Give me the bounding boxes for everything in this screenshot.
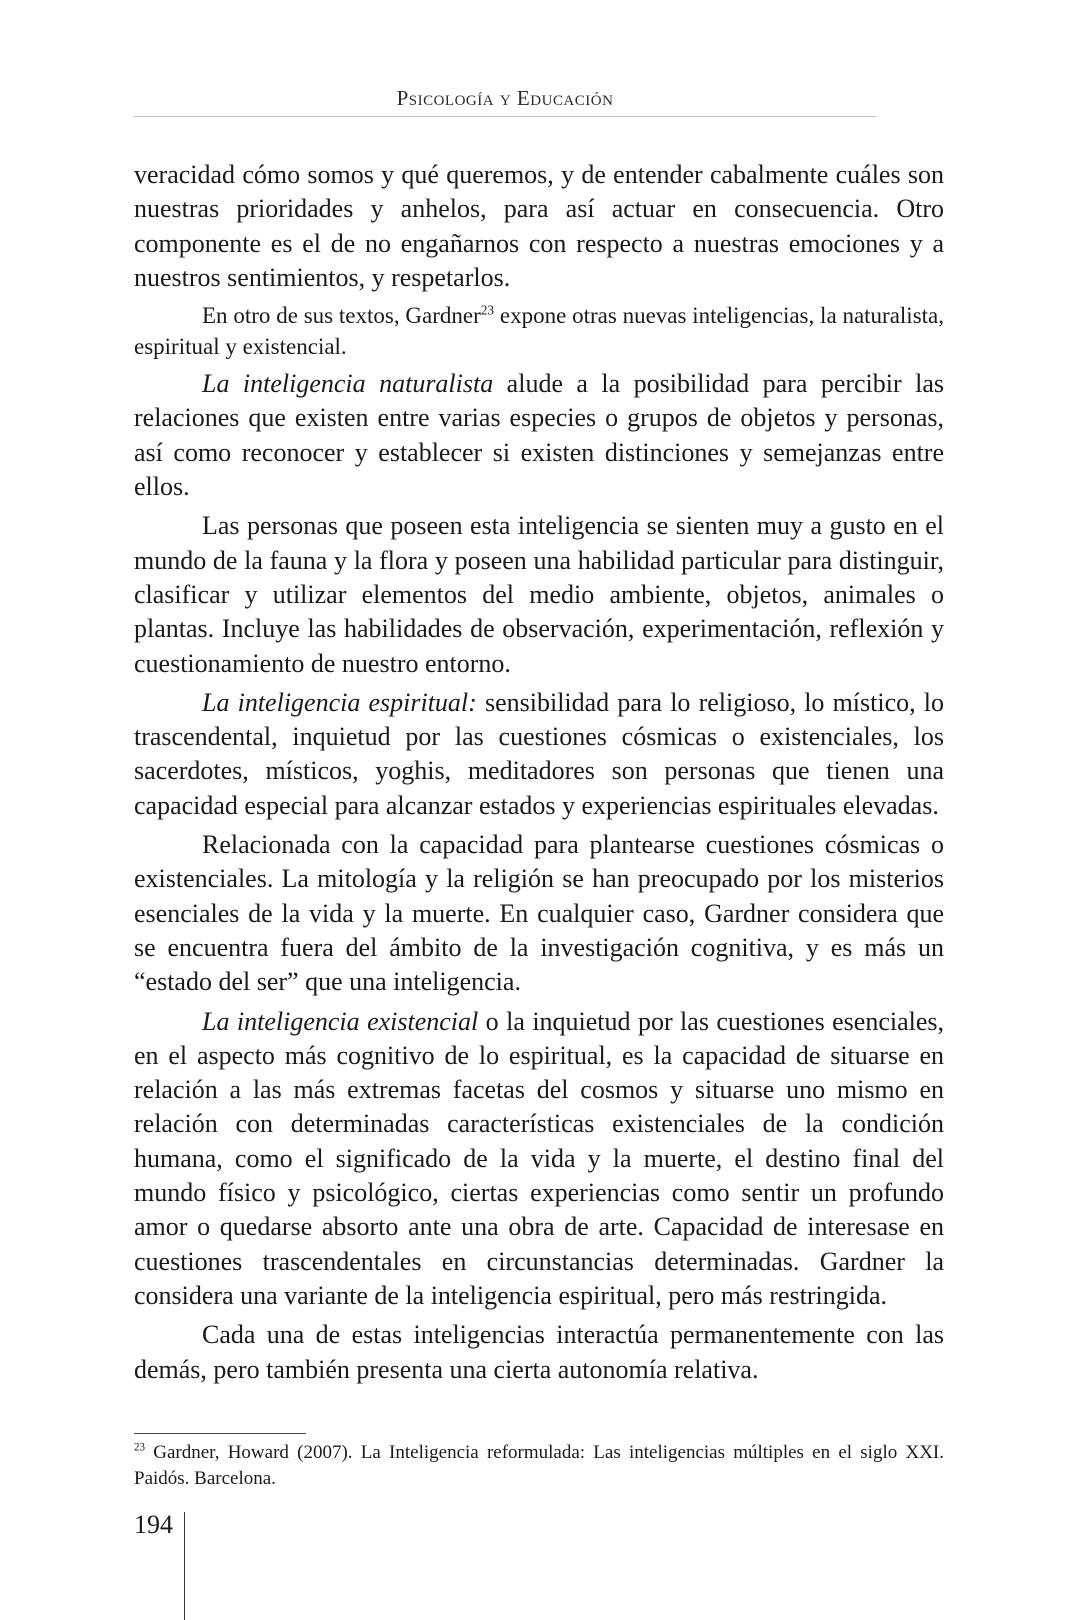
paragraph-7-text: o la inquietud por las cuestiones esenciales, en el aspecto más cognitivo de lo espiritual, es la capacidad de situarse en relación a las más extremas facetas del cosmos y situarse uno mismo en relación con determinadas características existenciales de la condición humana, como el significado de la vida y la muerte, el destino final del mundo físico y psicológico, ciertas experiencias como sentir un profundo amor o quedarse absorto ante una obra de arte. Capacidad de interesase en cuestiones trascendentales en circunstancias determinadas. Gardner la considera una variante de la inteligencia espiritual, pero más restringida. xyxy=(134,1006,945,1310)
paragraph-5 xyxy=(134,686,944,823)
running-header: Psicología y Educación xyxy=(396,86,614,110)
paragraph-8: Cada una de estas inteligencias interactúa permanentemente con las demás, pero también presenta una cierta autonomía relativa. xyxy=(134,1320,944,1384)
footnote-reference[interactable]: 23 xyxy=(480,302,495,318)
paragraph-3 xyxy=(134,367,944,504)
paragraph-5-text: sensibilidad para lo religioso, lo místico, lo trascendental, inquietud por las cuestiones cósmicas o existenciales, los sacerdotes, místicos, yoghis, meditadores son personas que tienen una capacidad especial para alcanzar estados y experiencias espirituales elevadas. xyxy=(134,687,944,820)
term-espiritual: La inteligencia espiritual: xyxy=(202,687,477,717)
body-text xyxy=(134,158,944,1392)
paragraph-1: veracidad cómo somos y qué queremos, y de entender cabalmente cuáles son nuestras prioridades y anhelos, para así actuar en consecuencia. Otro componente es el de no engañarnos con respecto a nuestras emociones y a nuestros sentimientos, y respetarlos. xyxy=(134,160,944,292)
page-number-rule xyxy=(184,1512,185,1620)
footnote xyxy=(134,1440,944,1492)
term-existencial: La inteligencia existencial xyxy=(202,1006,479,1036)
paragraph-3-text: alude a la posibilidad para percibir las relaciones que existen entre varias especies o grupos de objetos y personas, así como reconocer y establecer si existen distinciones y semejanzas entre ellos. xyxy=(134,369,944,502)
paragraph-2 xyxy=(134,300,944,362)
footnote-number: 23 xyxy=(134,1441,146,1454)
paragraph-2-after: expone otras nuevas inteligencias, la naturalista, espiritual y existencial. xyxy=(134,303,944,360)
paragraph-4: Las personas que poseen esta inteligencia se sienten muy a gusto en el mundo de la fauna y la flora y poseen una habilidad particular para distinguir, clasificar y utilizar elementos del medio ambiente, objetos, animales o plantas. Incluye las habilidades de observación, experimentación, reflexión y cuestionamiento de nuestro entorno. xyxy=(134,511,944,678)
paragraph-6: Relacionada con la capacidad para plantearse cuestiones cósmicas o existenciales. La mitología y la religión se han preocupado por los misterios esenciales de la vida y la muerte. En cualquier caso, Gardner considera que se encuentra fuera del ámbito de la investigación cognitiva, y es más un “estado del ser” que una inteligencia. xyxy=(134,830,944,997)
footnote-divider xyxy=(134,1433,306,1434)
page-number: 194 xyxy=(134,1510,173,1539)
footnote-text: Gardner, Howard (2007). La Inteligencia reformulada: Las inteligencias múltiples en el siglo XXI. Paidós. Barcelona. xyxy=(134,1442,944,1489)
term-naturalista: La inteligencia naturalista xyxy=(202,369,494,399)
paragraph-2-before: En otro de sus textos, Gardner xyxy=(202,303,481,329)
header-divider xyxy=(134,116,876,117)
paragraph-7 xyxy=(134,1005,944,1314)
